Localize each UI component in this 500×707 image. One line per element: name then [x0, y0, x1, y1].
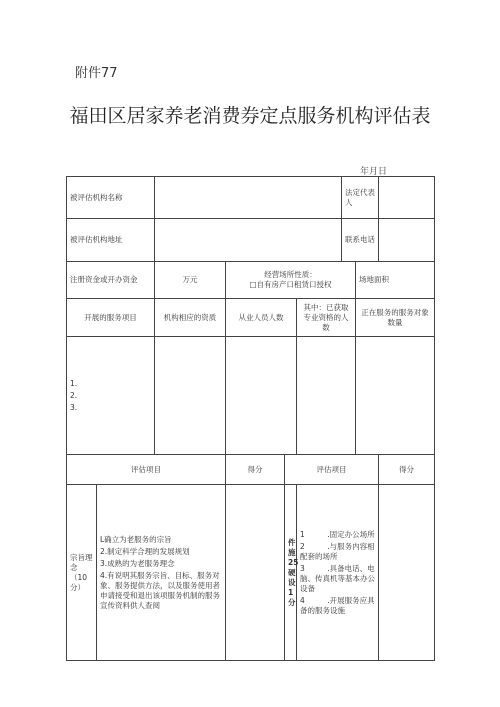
list-item: 2.制定科学合理的发展规划 — [100, 546, 190, 556]
list-item: 3.成熟的为老服务理念 — [100, 558, 175, 568]
phone-label: 联系电话 — [342, 219, 379, 262]
services-header: 开展的服务项目 — [67, 299, 155, 337]
premises-label: 经营场所性质： — [264, 270, 317, 279]
org-name-label: 被评估机构名称 — [67, 177, 155, 219]
evaluation-form-table — [66, 176, 435, 661]
evaluation-item-header-right: 评估项目 — [285, 455, 379, 485]
clients-count-value[interactable] — [356, 337, 435, 455]
list-item: L确立为老服务的宗旨 — [100, 534, 172, 544]
date-label: 年月日 — [360, 167, 388, 177]
list-item: 2. — [70, 390, 78, 400]
site-area-label: 场地面积 — [356, 262, 435, 299]
staff-count-value[interactable] — [226, 337, 297, 455]
score-header-right: 得分 — [379, 455, 435, 485]
criteria-left-items — [97, 485, 226, 661]
score-header-left: 得分 — [226, 455, 285, 485]
capital-label: 注册资金或开办资金 — [67, 262, 155, 299]
score-left-value[interactable] — [226, 485, 285, 661]
list-item: 3. — [70, 402, 78, 412]
clients-count-header: 正在服务的服务对象数量 — [356, 299, 435, 337]
list-item: 4 .开展服务应具备的服务设施 — [300, 595, 375, 615]
qualification-value[interactable] — [155, 337, 226, 455]
list-item: 3 .具备电话、电脑、传真机等基本办公设备 — [300, 563, 375, 593]
list-item: 4.有说明其服务宗旨、目标、服务对象、服务提供方法，以及服务使用者申请接受和退出该项服务机制的服务宣传资料供人查阅 — [100, 570, 220, 610]
qualification-header: 机构相应的资质 — [155, 299, 226, 337]
staff-count-header: 从业人员人数 — [226, 299, 297, 337]
page-title: 福田区居家养老消费券定点服务机构评估表 — [69, 105, 431, 127]
legal-rep-label: 法定代表人 — [342, 177, 379, 219]
criteria-right-category: 件施25硬设1分 — [285, 485, 297, 661]
criteria-left-category: 宗旨理念（10分） — [67, 485, 97, 661]
criteria-right-items — [297, 485, 379, 661]
phone-value[interactable] — [379, 219, 435, 262]
org-name-value[interactable] — [155, 177, 342, 219]
list-item: 1. — [70, 378, 78, 388]
score-right-value[interactable] — [379, 485, 435, 661]
certified-staff-value[interactable] — [297, 337, 356, 455]
attachment-number: 附件77 — [75, 66, 118, 81]
services-list-cell[interactable] — [67, 337, 155, 455]
premises-nature[interactable] — [226, 262, 356, 299]
org-address-value[interactable] — [155, 219, 342, 262]
org-address-label: 被评估机构地址 — [67, 219, 155, 262]
premises-options[interactable]: □自有房产口租赁口授权 — [249, 280, 332, 289]
legal-rep-value[interactable] — [379, 177, 435, 219]
evaluation-item-header-left: 评估项目 — [67, 455, 226, 485]
list-item: 2 .与服务内容相配套的场所 — [300, 541, 375, 561]
certified-staff-header: 其中：已获取专业资格的人数 — [297, 299, 356, 337]
capital-unit: 万元 — [155, 262, 226, 299]
list-item: 1 .固定办公场所 — [300, 529, 375, 539]
